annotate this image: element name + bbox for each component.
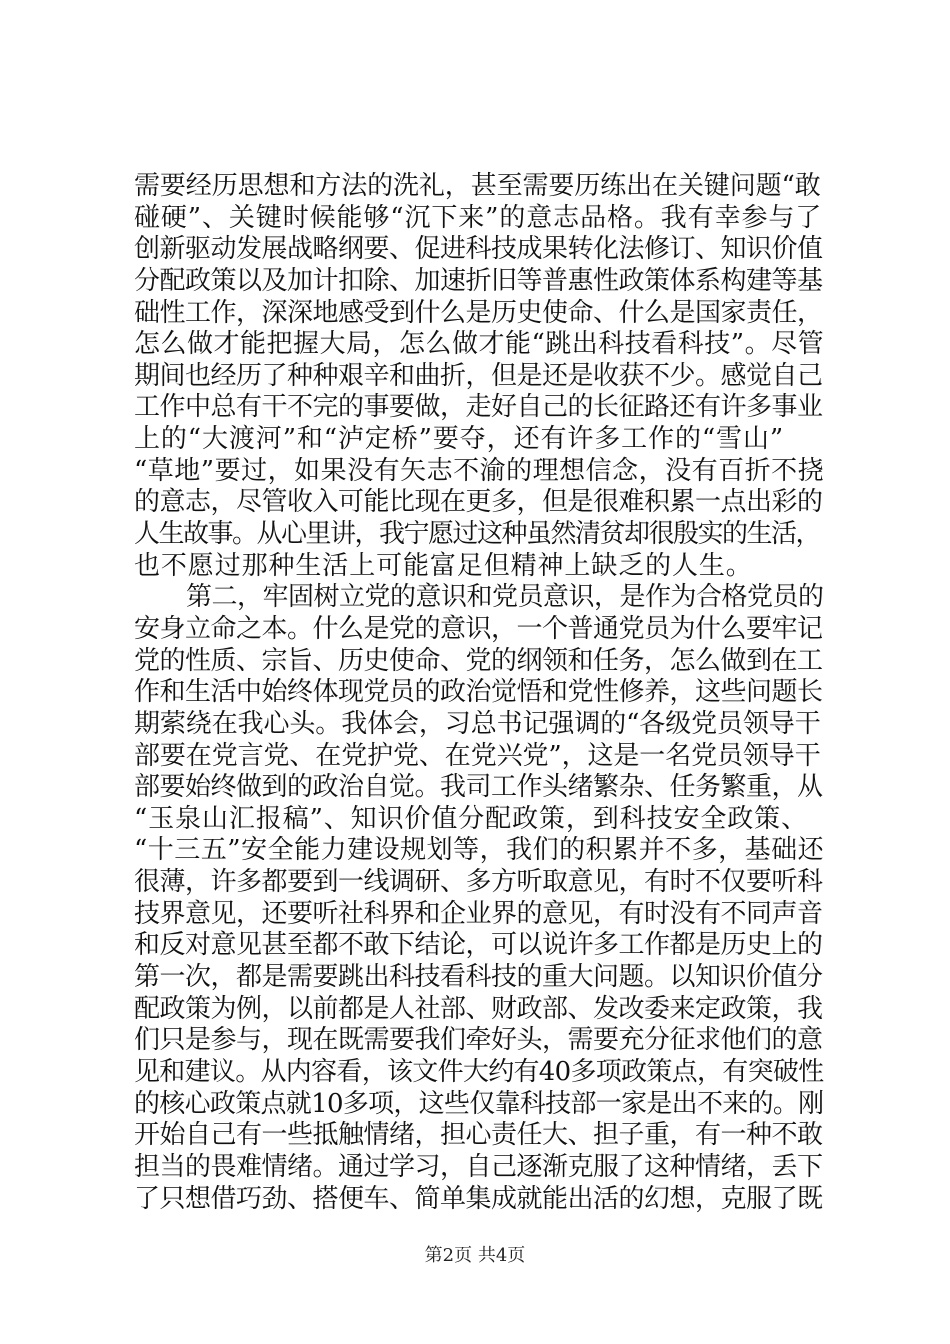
text-line: 怎么做才能把握大局，怎么做才能“跳出科技看科技”。尽管 — [134, 329, 825, 360]
text-line: 期萦绕在我心头。我体会，习总书记强调的“各级党员领导干 — [134, 708, 821, 739]
text-line: “十三五”安全能力建设规划等，我们的积累并不多，基础还 — [134, 835, 825, 866]
text-line: 分配政策以及加计扣除、加速折旧等普惠性政策体系构建等基 — [134, 265, 823, 296]
text-line: 安身立命之本。什么是党的意识，一个普通党员为什么要牢记 — [134, 613, 823, 644]
text-line: 上的“大渡河”和“泸定桥”要夺，还有许多工作的“雪山” — [134, 424, 785, 455]
text-line: 们只是参与，现在既需要我们牵好头，需要充分征求他们的意 — [134, 1025, 823, 1056]
text-line: 碰硬”、关键时候能够“沉下来”的意志品格。我有幸参与了 — [134, 202, 823, 233]
text-line: “玉泉山汇报稿”、知识价值分配政策，到科技安全政策、 — [134, 803, 808, 834]
text-line: 作和生活中始终体现党员的政治觉悟和党性修养，这些问题长 — [134, 677, 823, 708]
text-line: 的核心政策点就10多项，这些仅靠科技部一家是出不来的。刚 — [134, 1088, 824, 1119]
text-line: 的意志，尽管收入可能比现在更多，但是很难积累一点出彩的 — [134, 487, 823, 518]
text-line: 技界意见，还要听社科界和企业界的意见，有时没有不同声音 — [134, 898, 823, 929]
text-line: 人生故事。从心里讲，我宁愿过这种虽然清贫却很殷实的生活， — [134, 519, 821, 550]
text-line: 开始自己有一些抵触情绪，担心责任大、担子重，有一种不敢 — [134, 1120, 823, 1151]
paragraph-start-line: 第二，牢固树立党的意识和党员意识，是作为合格党员的 — [186, 582, 824, 613]
page-number-footer: 第2页 共4页 — [424, 1245, 526, 1266]
text-line: 和反对意见甚至都不敢下结论，可以说许多工作都是历史上的 — [134, 930, 823, 961]
text-line: 配政策为例，以前都是人社部、财政部、发改委来定政策，我 — [134, 993, 823, 1024]
text-line: 部要在党言党、在党护党、在党兴党”，这是一名党员领导干 — [134, 740, 821, 771]
text-line: 部要始终做到的政治自觉。我司工作头绪繁杂、任务繁重，从 — [134, 772, 823, 803]
body-text — [134, 171, 824, 1215]
text-line: 需要经历思想和方法的洗礼，甚至需要历练出在关键问题“敢 — [134, 171, 821, 201]
text-line: 工作中总有干不完的事要做，走好自己的长征路还有许多事业 — [134, 392, 823, 423]
text-line: 担当的畏难情绪。通过学习，自己逐渐克服了这种情绪，丢下 — [134, 1151, 823, 1182]
text-line: “草地”要过，如果没有矢志不渝的理想信念，没有百折不挠 — [134, 455, 825, 486]
text-line: 党的性质、宗旨、历史使命、党的纲领和任务，怎么做到在工 — [134, 645, 823, 676]
text-line: 础性工作，深深地感受到什么是历史使命、什么是国家责任， — [134, 297, 823, 328]
text-line: 很薄，许多都要到一线调研、多方听取意见，有时不仅要听科 — [134, 867, 823, 898]
text-line: 也不愿过那种生活上可能富足但精神上缺乏的人生。 — [134, 550, 753, 581]
text-line: 创新驱动发展战略纲要、促进科技成果转化法修订、知识价值 — [134, 234, 823, 265]
text-line: 了只想借巧劲、搭便车、简单集成就能出活的幻想，克服了既 — [134, 1183, 823, 1214]
text-line: 第一次，都是需要跳出科技看科技的重大问题。以知识价值分 — [134, 962, 823, 993]
text-line: 见和建议。从内容看，该文件大约有40多项政策点，有突破性 — [134, 1056, 824, 1087]
text-line: 期间也经历了种种艰辛和曲折，但是还是收获不少。感觉自己 — [134, 360, 823, 391]
